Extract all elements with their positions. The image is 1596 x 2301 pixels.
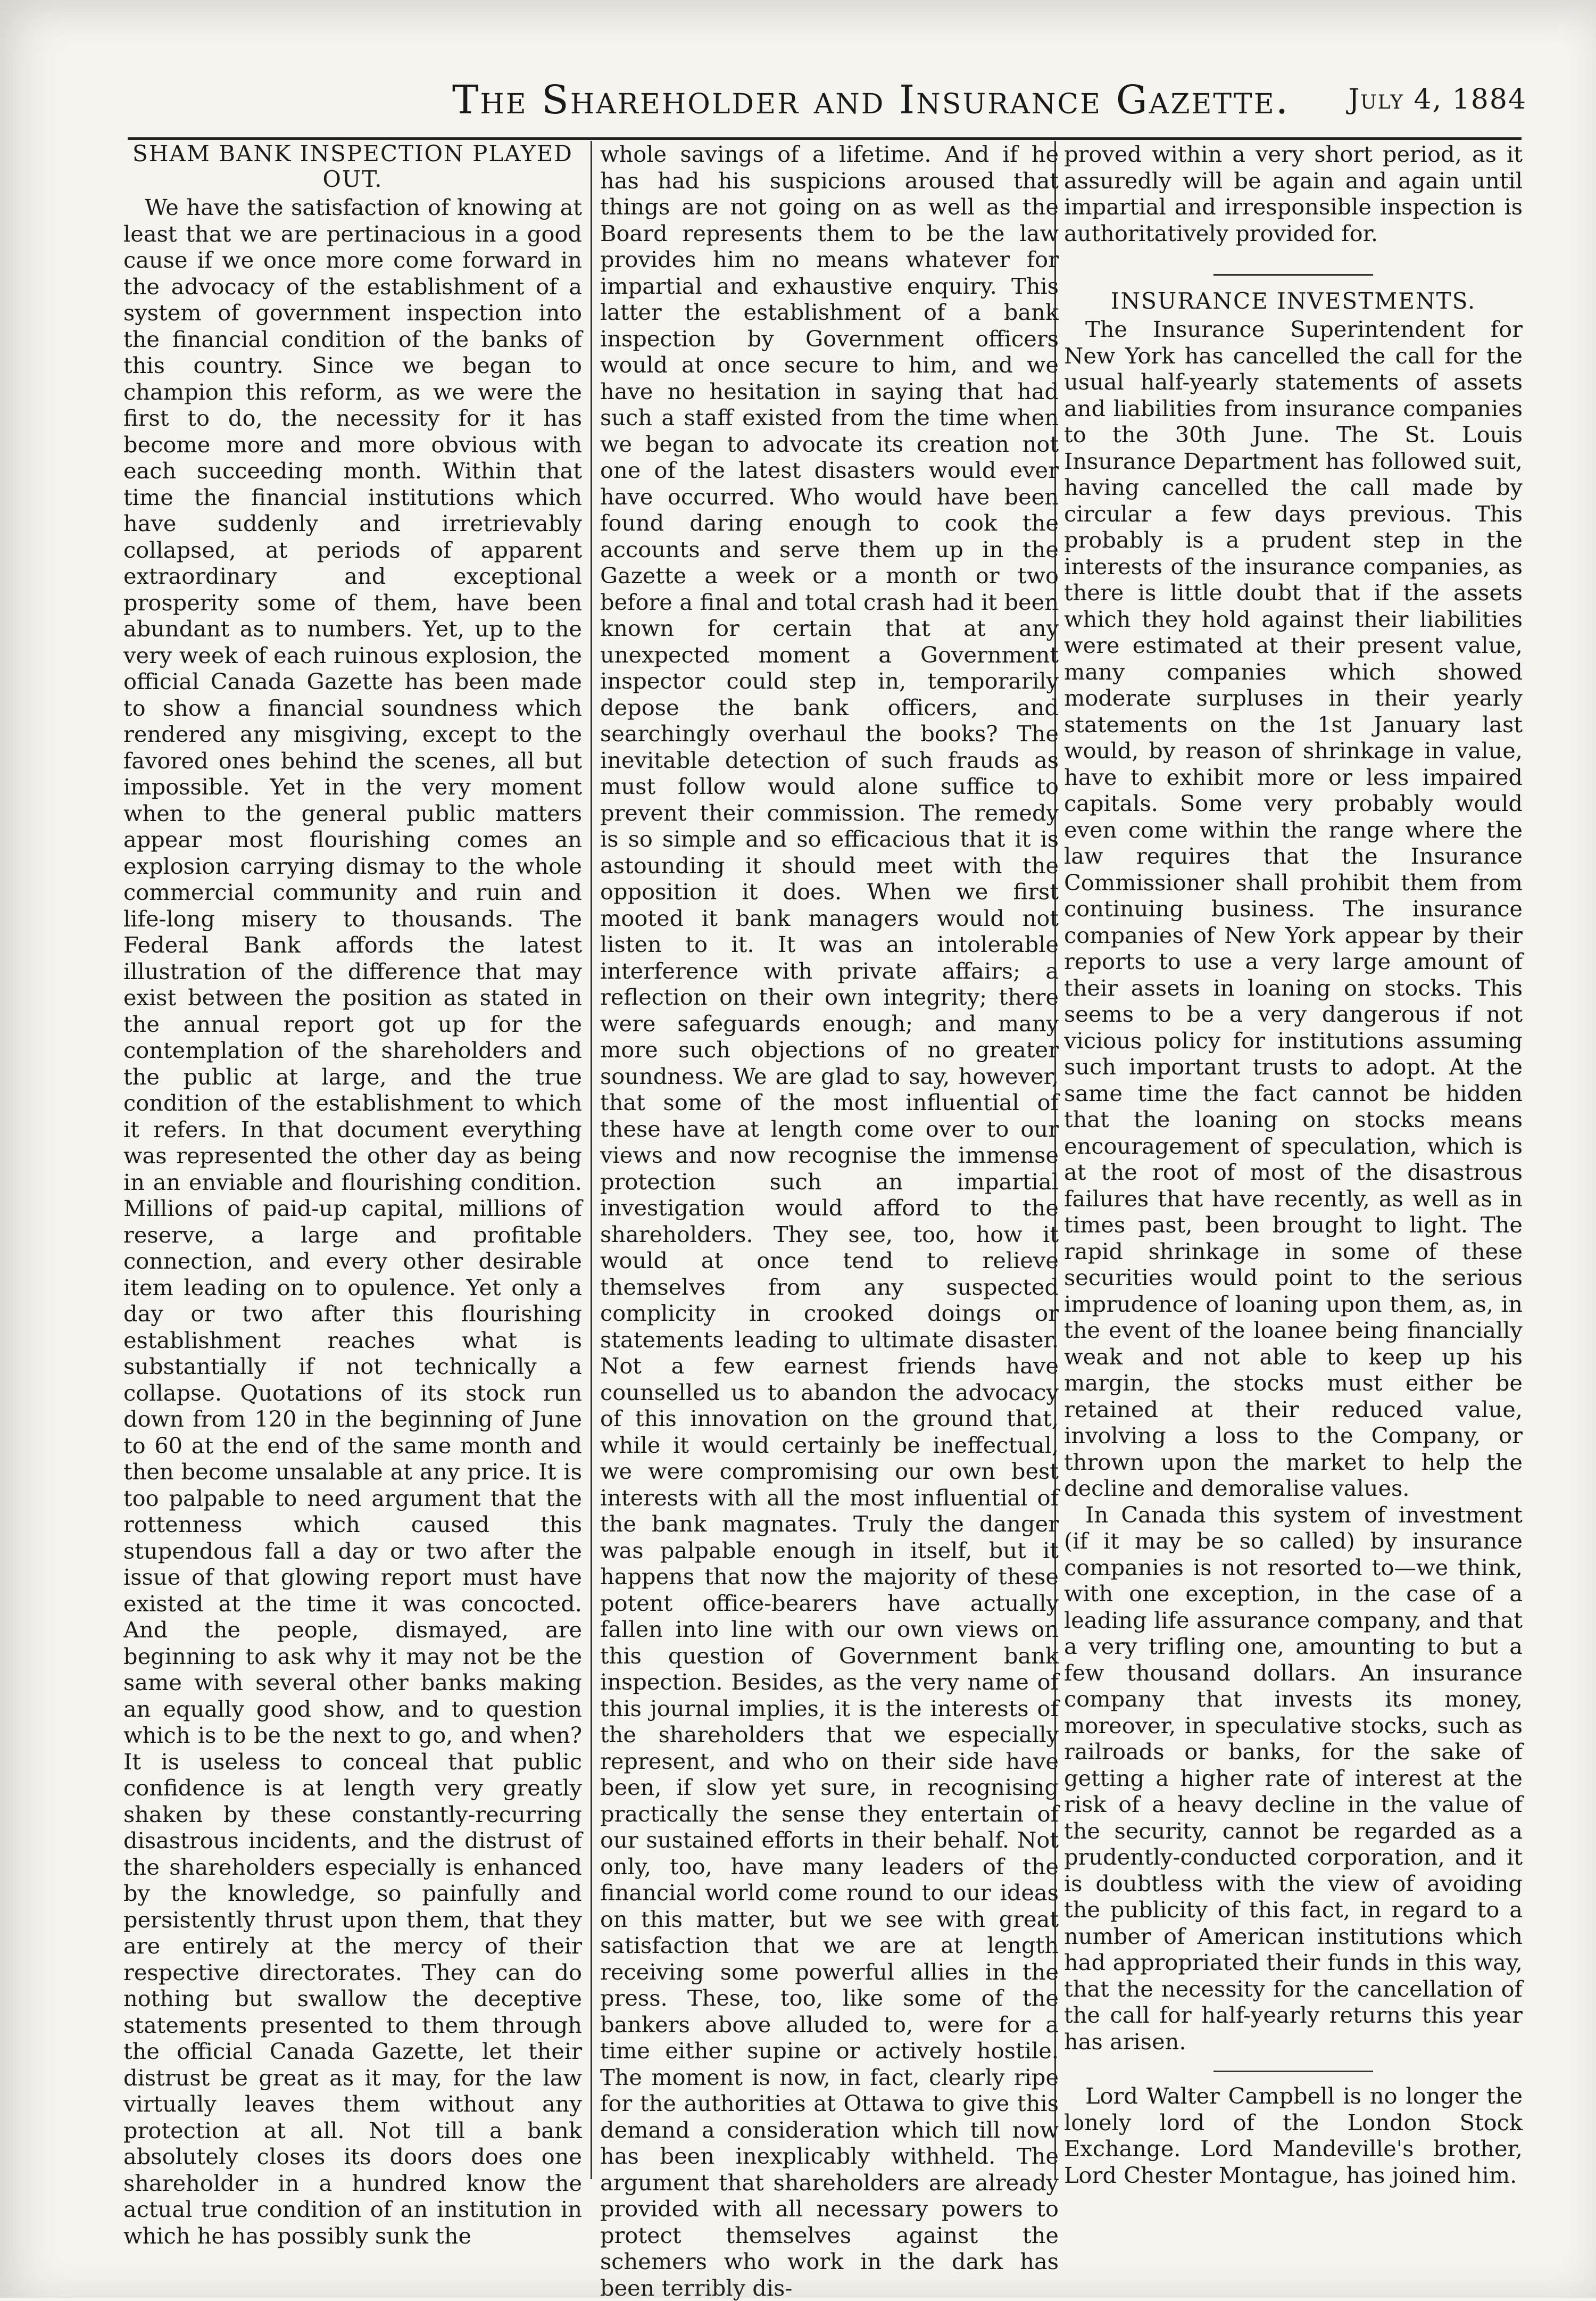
column-1 bbox=[123, 141, 582, 2249]
insurance-paragraph-2: In Canada this system of investment (if it may be so called) by insurance companies is not resorted to—we think, with one exception, in the case of a leading life assurance company, and that a very trifling one, amounting to but a few thousand dollars. An insurance company that invests its money, moreover, in speculative stocks, such as railroads or banks, for the sake of getting a higher rate of interest at the risk of a heavy decline in the value of the security, cannot be regarded as a prudently-conducted corporation, and it is doubtless with the view of avoiding the publicity of this fact, in regard to a number of American institutions which had appropriated their funds in this way, that the necessity for the cancellation of the call for half-yearly returns this year has arisen. bbox=[1064, 1501, 1523, 2055]
column-3 bbox=[1064, 141, 1523, 2188]
header-rule bbox=[128, 137, 1522, 140]
masthead bbox=[122, 72, 1527, 136]
column-2 bbox=[600, 141, 1059, 2301]
issue-date: July 4, 1884 bbox=[1348, 84, 1527, 115]
article-heading-insurance-investments: INSURANCE INVESTMENTS. bbox=[1110, 288, 1476, 314]
insurance-paragraph-1: The Insurance Superintendent for New York has cancelled the call for the usual half-yearly statements of assets and liabilities from insurance companies to the 30th June. The St. Louis Insurance Department has followed suit, having cancelled the call made by circular a few days previous. This probably is a prudent step in the interests of the insurance companies, as there is little doubt that if the assets which they hold against their liabilities were estimated at their present value, many companies which showed moderate surpluses in their yearly statements on the 1st January last would, by reason of shrinkage in value, have to exhibit more or less impaired capitals. Some very probably would even come within the range where the law requires that the Insurance Commissioner shall prohibit them from continuing business. The insurance companies of New York appear by their reports to use a very large amount of their assets in loaning on stocks. This seems to be a very dangerous if not vicious policy for institutions assuming such important trusts to adopt. At the same time the fact cannot be hidden that the loaning on stocks means encouragement of speculation, which is at the root of most of the disastrous failures that have recently, as well as in times past, been brought to light. The rapid shrinkage in some of these securities would point to the serious imprudence of loaning upon them, as, in the event of the loanee being financially weak and not able to keep up his margin, the stocks must either be retained at their reduced value, involving a loss to the Company, or thrown upon the market to help the decline and demoralise values. bbox=[1064, 316, 1523, 1501]
stock-exchange-note: Lord Walter Campbell is no longer the lonely lord of the London Stock Exchange. Lord Mandeville's brother, Lord Chester Montague, has joined him. bbox=[1064, 2083, 1523, 2188]
section-divider bbox=[1213, 274, 1373, 276]
column-divider bbox=[591, 141, 592, 2179]
article-heading-bank-inspection: SHAM BANK INSPECTION PLAYED OUT. bbox=[132, 140, 573, 192]
article-body-col3: proved within a very short period, as it assuredly will be again and again until impartial and irresponsible inspection is authoritatively provided for. bbox=[1064, 141, 1523, 246]
section-divider bbox=[1213, 2071, 1373, 2072]
article-body-col1: We have the satisfaction of knowing at least that we are pertinacious in a good cause if we once more come forward in the advocacy of the establishment of a system of government inspection into the financial condition of the banks of this country. Since we began to champion this reform, as we were the first to do, the necessity for it has become more and more obvious with each succeeding month. Within that time the financial institutions which have suddenly and irretrievably collapsed, at periods of apparent extraordinary and exceptional prosperity some of them, have been abundant as to numbers. Yet, up to the very week of each ruinous explosion, the official Canada Gazette has been made to show a financial soundness which rendered any misgiving, except to the favored ones behind the scenes, all but impossible. Yet in the very moment when to the general public matters appear most flourishing comes an explosion carrying dismay to the whole commercial community and ruin and life-long misery to thousands. The Federal Bank affords the latest illustration of the difference that may exist between the position as stated in the annual report got up for the contemplation of the shareholders and the public at large, and the true condition of the establishment to which it refers. In that document everything was represented the other day as being in an enviable and flourishing condition. Millions of paid-up capital, millions of reserve, a large and profitable connection, and every other desirable item leading on to opulence. Yet only a day or two after this flourishing establishment reaches what is substantially if not technically a collapse. Quotations of its stock run down from 120 in the beginning of June to 60 at the end of the same month and then become unsalable at any price. It is too palpable to need argument that the rottenness which caused this stupendous fall a day or two after the issue of that glowing report must have existed at the time it was concocted. And the people, dismayed, are beginning to ask why it may not be the same with several other banks making an equally good show, and to question which is to be the next to go, and when? It is useless to conceal that public confidence is at length very greatly shaken by these constantly-recurring disastrous incidents, and the distrust of the shareholders especially is enhanced by the knowledge, so painfully and persistently thrust upon them, that they are entirely at the mercy of their respective directorates. They can do nothing but swallow the deceptive statements presented to them through the official Canada Gazette, let their distrust be great as it may, for the law virtually leaves them without any protection at all. Not till a bank absolutely closes its doors does one shareholder in a hundred know the actual true condition of an institution in which he has possibly sunk the bbox=[123, 194, 582, 2249]
article-body-col2: whole savings of a lifetime. And if he has had his suspicions aroused that things are not going on as well as the Board represents them to be the law provides him no means whatever for impartial and exhaustive enquiry. This latter the establishment of a bank inspection by Government officers would at once secure to him, and we have no hesitation in saying that had such a staff existed from the time when we began to advocate its creation not one of the latest disasters would ever have occurred. Who would have been found daring enough to cook the accounts and serve them up in the Gazette a week or a month or two before a final and total crash had it been known for certain that at any unexpected moment a Government inspector could step in, temporarily depose the bank officers, and searchingly overhaul the books? The inevitable detection of such frauds as must follow would alone suffice to prevent their commission. The remedy is so simple and so efficacious that it is astounding it should meet with the opposition it does. When we first mooted it bank managers would not listen to it. It was an intolerable interference with private affairs; a reflection on their own integrity; there were safeguards enough; and many more such objections of no greater soundness. We are glad to say, however, that some of the most influential of these have at length come over to our views and now recognise the immense protection such an impartial investigation would afford to the shareholders. They see, too, how it would at once tend to relieve themselves from any suspected complicity in crooked doings or statements leading to ultimate disaster. Not a few earnest friends have counselled us to abandon the advocacy of this innovation on the ground that, while it would certainly be ineffectual, we were compromising our own best interests with all the most influential of the bank magnates. Truly the danger was palpable enough in itself, but it happens that now the majority of these potent office-bearers have actually fallen into line with our own views on this question of Government bank inspection. Besides, as the very name of this journal implies, it is the interests of the shareholders that we especially represent, and who on their side have been, if slow yet sure, in recognising practically the sense they entertain of our sustained efforts in their behalf. Not only, too, have many leaders of the financial world come round to our ideas on this matter, but we see with great satisfaction that we are at length receiving some powerful allies in the press. These, too, like some of the bankers above alluded to, were for a time either supine or actively hostile. The moment is now, in fact, clearly ripe for the authorities at Ottawa to give this demand a consideration which till now has been inexplicably withheld. The argument that shareholders are already provided with all necessary powers to protect themselves against the schemers who work in the dark has been terribly dis- bbox=[600, 141, 1059, 2301]
publication-title: The Shareholder and Insurance Gazette. bbox=[452, 77, 1290, 123]
